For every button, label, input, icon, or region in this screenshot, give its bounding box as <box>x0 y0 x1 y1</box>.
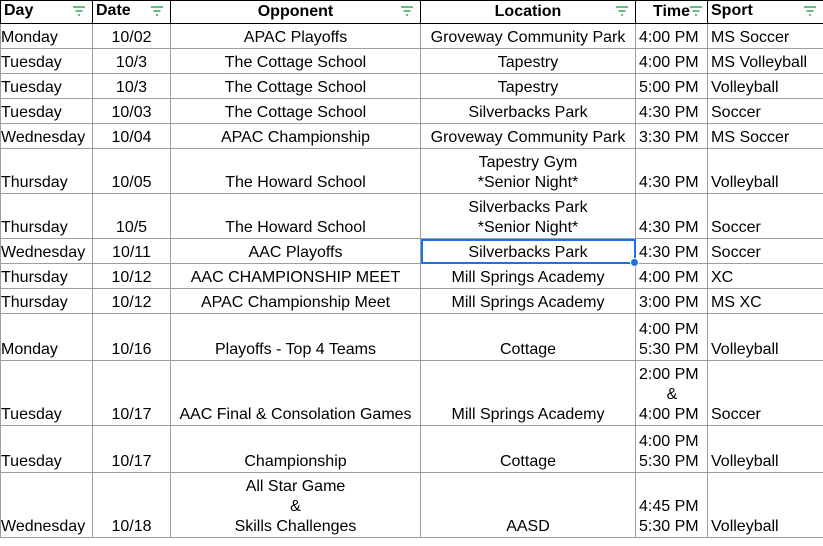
column-header-label: Date <box>96 2 131 19</box>
cell-location[interactable]: Silverbacks Park <box>421 99 636 124</box>
table-row <box>1 473 823 538</box>
cell-date[interactable]: 10/17 <box>93 361 171 426</box>
cell-time[interactable] <box>636 426 708 473</box>
cell-day[interactable]: Monday <box>1 24 93 49</box>
cell-sport[interactable]: Soccer <box>708 99 823 124</box>
cell-location[interactable]: Mill Springs Academy <box>421 361 636 426</box>
cell-date[interactable]: 10/04 <box>93 124 171 149</box>
cell-day[interactable]: Thursday <box>1 264 93 289</box>
cell-opponent[interactable]: The Cottage School <box>171 99 421 124</box>
cell-sport[interactable]: Soccer <box>708 194 823 239</box>
cell-day[interactable]: Thursday <box>1 149 93 194</box>
filter-icon[interactable] <box>615 4 629 18</box>
cell-sport[interactable]: MS XC <box>708 289 823 314</box>
table-row <box>1 264 823 289</box>
column-header-label: Opponent <box>257 3 334 20</box>
table-row <box>1 99 823 124</box>
cell-time[interactable]: 3:30 PM <box>636 124 708 149</box>
table-row <box>1 74 823 99</box>
table-row <box>1 361 823 426</box>
cell-opponent[interactable]: Playoffs - Top 4 Teams <box>171 314 421 361</box>
cell-date[interactable]: 10/17 <box>93 426 171 473</box>
column-header-location[interactable] <box>421 1 636 24</box>
cell-line: All Star Game <box>245 478 346 495</box>
column-header-day[interactable] <box>1 1 93 24</box>
cell-location[interactable]: Cottage <box>421 314 636 361</box>
cell-opponent[interactable]: The Howard School <box>171 194 421 239</box>
cell-day[interactable]: Tuesday <box>1 49 93 74</box>
cell-location[interactable]: Groveway Community Park <box>421 124 636 149</box>
cell-opponent[interactable]: The Cottage School <box>171 74 421 99</box>
cell-line: 5:30 PM <box>639 341 699 358</box>
cell-time[interactable]: 4:00 PM <box>636 24 708 49</box>
cell-sport[interactable]: MS Volleyball <box>708 49 823 74</box>
cell-sport[interactable]: Soccer <box>708 361 823 426</box>
cell-date[interactable]: 10/18 <box>93 473 171 538</box>
cell-date[interactable]: 10/16 <box>93 314 171 361</box>
cell-time[interactable]: 4:30 PM <box>636 194 708 239</box>
cell-opponent[interactable]: The Cottage School <box>171 49 421 74</box>
header-row <box>1 1 823 24</box>
column-header-label: Time <box>652 3 691 20</box>
cell-opponent[interactable]: Championship <box>171 426 421 473</box>
filter-icon[interactable] <box>803 4 817 18</box>
cell-location[interactable]: Tapestry <box>421 74 636 99</box>
cell-opponent[interactable]: The Howard School <box>171 149 421 194</box>
cell-date[interactable]: 10/3 <box>93 74 171 99</box>
cell-time[interactable]: 4:00 PM <box>636 49 708 74</box>
cell-sport[interactable]: Volleyball <box>708 473 823 538</box>
cell-date[interactable]: 10/12 <box>93 289 171 314</box>
cell-line: 4:45 PM <box>639 498 699 515</box>
cell-time[interactable]: 4:30 PM <box>636 149 708 194</box>
cell-line: 2:00 PM <box>639 366 699 383</box>
cell-day[interactable]: Wednesday <box>1 239 93 264</box>
cell-day[interactable]: Tuesday <box>1 361 93 426</box>
cell-time[interactable]: 4:30 PM <box>636 239 708 264</box>
filter-icon[interactable] <box>72 4 86 18</box>
cell-text: Silverbacks Park <box>468 244 588 261</box>
cell-line: Skills Challenges <box>234 518 357 535</box>
cell-sport[interactable]: Volleyball <box>708 74 823 99</box>
cell-day[interactable]: Wednesday <box>1 473 93 538</box>
table-row <box>1 239 823 264</box>
table-row <box>1 24 823 49</box>
cell-date[interactable]: 10/3 <box>93 49 171 74</box>
cell-line: 4:00 PM <box>639 433 699 450</box>
cell-location[interactable] <box>421 149 636 194</box>
cell-location[interactable]: Groveway Community Park <box>421 24 636 49</box>
column-header-label: Location <box>494 3 562 20</box>
column-header-label: Day <box>4 2 34 19</box>
cell-time[interactable]: 4:00 PM <box>636 264 708 289</box>
cell-sport[interactable]: Volleyball <box>708 149 823 194</box>
cell-line: & <box>666 386 678 403</box>
cell-location[interactable]: Tapestry <box>421 49 636 74</box>
table-row <box>1 426 823 473</box>
cell-day[interactable]: Tuesday <box>1 99 93 124</box>
cell-line: *Senior Night* <box>477 219 579 236</box>
cell-line: & <box>290 498 301 515</box>
column-header-opponent[interactable] <box>171 1 421 24</box>
cell-day[interactable]: Thursday <box>1 194 93 239</box>
cell-location[interactable]: AASD <box>421 473 636 538</box>
cell-date[interactable]: 10/05 <box>93 149 171 194</box>
cell-date[interactable]: 10/12 <box>93 264 171 289</box>
cell-opponent[interactable]: AAC Playoffs <box>171 239 421 264</box>
filter-icon[interactable] <box>150 4 164 18</box>
cell-line: *Senior Night* <box>477 174 579 191</box>
cell-day[interactable]: Tuesday <box>1 74 93 99</box>
cell-opponent[interactable]: APAC Championship <box>171 124 421 149</box>
table-row <box>1 124 823 149</box>
cell-line: Tapestry Gym <box>478 154 578 171</box>
column-header-date[interactable] <box>93 1 171 24</box>
cell-sport[interactable]: XC <box>708 264 823 289</box>
cell-line: 5:30 PM <box>639 453 699 470</box>
cell-location[interactable]: Mill Springs Academy <box>421 264 636 289</box>
filter-icon[interactable] <box>400 4 414 18</box>
cell-time[interactable] <box>636 314 708 361</box>
cell-opponent[interactable]: APAC Playoffs <box>171 24 421 49</box>
column-header-time[interactable] <box>636 1 708 24</box>
cell-location[interactable]: Mill Springs Academy <box>421 289 636 314</box>
cell-sport[interactable]: Soccer <box>708 239 823 264</box>
cell-line: Silverbacks Park <box>468 199 588 216</box>
cell-day[interactable]: Monday <box>1 314 93 361</box>
column-header-sport[interactable] <box>708 1 823 24</box>
cell-location[interactable] <box>421 194 636 239</box>
cell-sport[interactable]: Volleyball <box>708 426 823 473</box>
cell-day[interactable]: Wednesday <box>1 124 93 149</box>
cell-time[interactable]: 5:00 PM <box>636 74 708 99</box>
cell-sport[interactable]: MS Soccer <box>708 124 823 149</box>
cell-opponent[interactable] <box>171 473 421 538</box>
filter-icon[interactable] <box>689 4 703 18</box>
cell-opponent[interactable]: APAC Championship Meet <box>171 289 421 314</box>
cell-day[interactable]: Thursday <box>1 289 93 314</box>
cell-day[interactable]: Tuesday <box>1 426 93 473</box>
cell-date[interactable]: 10/5 <box>93 194 171 239</box>
cell-sport[interactable]: MS Soccer <box>708 24 823 49</box>
cell-time[interactable] <box>636 361 708 426</box>
cell-time[interactable]: 3:00 PM <box>636 289 708 314</box>
cell-date[interactable]: 10/11 <box>93 239 171 264</box>
cell-time[interactable] <box>636 473 708 538</box>
cell-line: 5:30 PM <box>639 518 699 535</box>
table-row <box>1 314 823 361</box>
table-row <box>1 149 823 194</box>
cell-sport[interactable]: Volleyball <box>708 314 823 361</box>
cell-location[interactable]: Cottage <box>421 426 636 473</box>
table-row <box>1 49 823 74</box>
cell-date[interactable]: 10/03 <box>93 99 171 124</box>
table-row <box>1 194 823 239</box>
column-header-label: Sport <box>711 2 753 19</box>
cell-opponent[interactable]: AAC CHAMPIONSHIP MEET <box>171 264 421 289</box>
cell-date[interactable]: 10/02 <box>93 24 171 49</box>
cell-time[interactable]: 4:30 PM <box>636 99 708 124</box>
cell-line: 4:00 PM <box>639 321 699 338</box>
fill-handle[interactable] <box>630 258 639 267</box>
cell-opponent[interactable]: AAC Final & Consolation Games <box>171 361 421 426</box>
table-row <box>1 289 823 314</box>
cell-location-selected[interactable] <box>421 239 636 264</box>
cell-line: 4:00 PM <box>639 406 699 423</box>
